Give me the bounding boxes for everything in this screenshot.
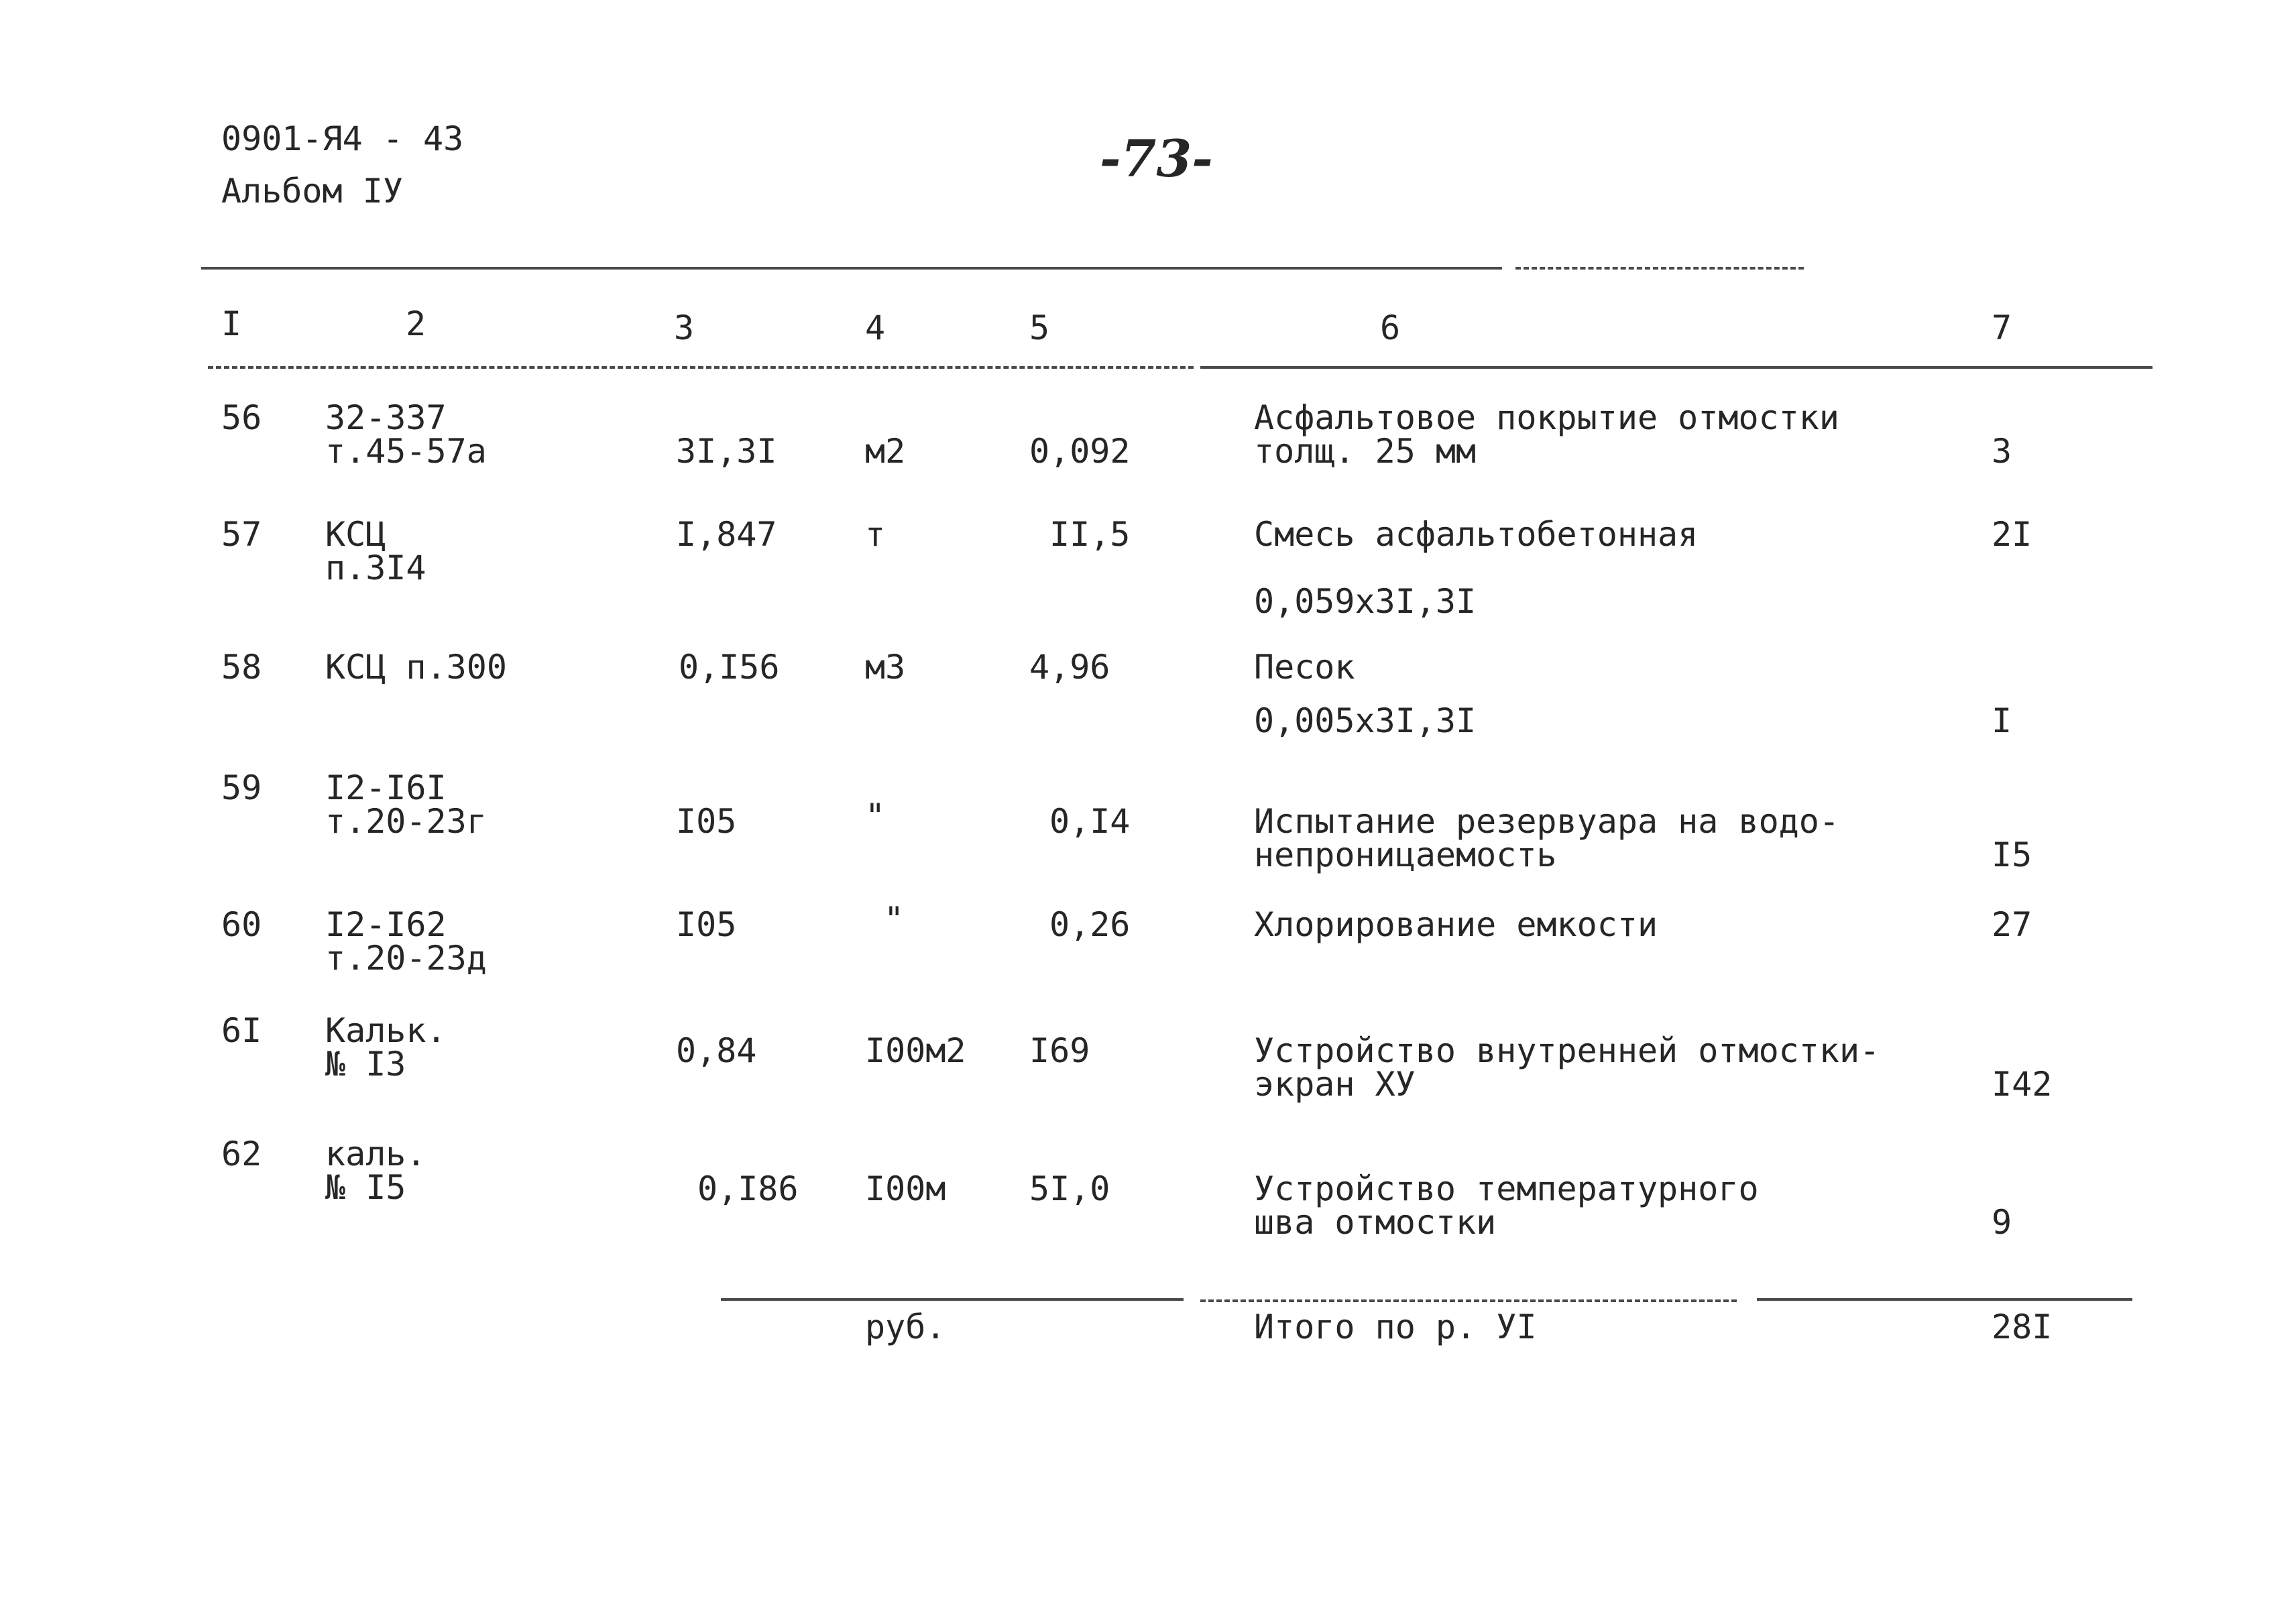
row-description-line2: шва отмостки — [1254, 1203, 1497, 1242]
row-total: 3 — [1992, 432, 2012, 471]
row-price: II,5 — [1049, 515, 1131, 554]
row-code-line1: I2-I6I — [325, 768, 447, 807]
column-header-6: 6 — [1380, 308, 1401, 347]
column-header-5: 5 — [1029, 308, 1050, 347]
row-number: 57 — [221, 515, 262, 554]
row-code-line1: Кальк. — [325, 1011, 447, 1050]
row-unit: " — [865, 797, 886, 835]
row-code-line2: т.45-57а — [325, 432, 487, 471]
row-price: 4,96 — [1029, 648, 1110, 687]
row-unit: I00м2 — [865, 1031, 966, 1070]
row-code-line2: т.20-23г — [325, 802, 487, 841]
row-description-line1: Смесь асфальтобетонная — [1254, 515, 1699, 554]
row-number: 56 — [221, 398, 262, 437]
header-rule-top-tail — [1515, 267, 1804, 270]
row-number: 6I — [221, 1011, 262, 1050]
column-header-4: 4 — [865, 308, 886, 347]
summary-unit: руб. — [865, 1308, 946, 1346]
column-header-rule-right — [1200, 366, 2152, 369]
row-total: 2I — [1992, 515, 2032, 554]
row-code-line1: КСЦ — [325, 515, 386, 554]
row-quantity: 3I,3I — [676, 432, 777, 471]
row-price: 0,26 — [1049, 905, 1131, 944]
column-header-2: 2 — [406, 304, 426, 343]
row-price: I69 — [1029, 1031, 1090, 1070]
row-price: 0,I4 — [1049, 802, 1131, 841]
summary-rule-middle — [1200, 1299, 1737, 1302]
row-number: 60 — [221, 905, 262, 944]
row-quantity: 0,I56 — [679, 648, 780, 687]
row-total: 9 — [1992, 1203, 2012, 1242]
row-description-line1: Устройство температурного — [1254, 1169, 1759, 1208]
header-rule-top — [201, 267, 1502, 270]
row-price: 5I,0 — [1029, 1169, 1110, 1208]
row-total: I42 — [1992, 1065, 2053, 1104]
row-code-line2: п.3I4 — [325, 548, 426, 587]
row-price: 0,092 — [1029, 432, 1131, 471]
row-quantity: I05 — [676, 905, 737, 944]
row-unit: м2 — [865, 432, 906, 471]
row-description-line1: Асфальтовое покрытие отмостки — [1254, 398, 1839, 437]
row-unit: т — [865, 515, 886, 554]
row-description-line2: непроницаемость — [1254, 835, 1557, 874]
row-description-line2: 0,005х3I,3I — [1254, 701, 1477, 740]
row-total: 27 — [1992, 905, 2032, 944]
row-code-line1: КСЦ п.300 — [325, 648, 507, 687]
column-header-rule-left — [208, 366, 1194, 369]
row-quantity: I,847 — [676, 515, 777, 554]
row-description-line1: Песок — [1254, 648, 1355, 687]
row-code-line2: т.20-23д — [325, 939, 487, 978]
column-header-7: 7 — [1992, 308, 2012, 347]
row-description-line2: толщ. 25 мм — [1254, 432, 1477, 471]
row-total: I5 — [1992, 835, 2032, 874]
row-code-line1: 32-337 — [325, 398, 447, 437]
column-header-1: I — [221, 304, 242, 343]
album-label: Альбом IУ — [221, 172, 403, 211]
row-unit: I00м — [865, 1169, 946, 1208]
row-description-line2: 0,059х3I,3I — [1254, 582, 1477, 621]
row-code-line1: каль. — [325, 1135, 426, 1173]
row-quantity: 0,84 — [676, 1031, 757, 1070]
row-description-line1: Устройство внутренней отмостки- — [1254, 1031, 1880, 1070]
summary-rule-left — [721, 1298, 1184, 1301]
row-unit: " — [884, 900, 905, 939]
row-description-line1: Испытание резервуара на водо- — [1254, 802, 1839, 841]
summary-label: Итого по р. УI — [1254, 1308, 1537, 1346]
row-number: 58 — [221, 648, 262, 687]
row-code-line1: I2-I62 — [325, 905, 447, 944]
page-number: -73- — [1100, 129, 1213, 188]
row-description-line2: экран ХУ — [1254, 1065, 1416, 1104]
summary-total: 28I — [1992, 1308, 2053, 1346]
row-description-line1: Хлорирование емкости — [1254, 905, 1658, 944]
column-header-3: 3 — [674, 308, 695, 347]
row-total: I — [1992, 701, 2012, 740]
document-code: 0901-Я4 - 43 — [221, 119, 464, 158]
row-number: 59 — [221, 768, 262, 807]
row-code-line2: № I3 — [325, 1045, 406, 1084]
row-number: 62 — [221, 1135, 262, 1173]
summary-rule-right — [1757, 1298, 2132, 1301]
row-unit: м3 — [865, 648, 906, 687]
row-quantity: I05 — [676, 802, 737, 841]
row-code-line2: № I5 — [325, 1168, 406, 1207]
row-quantity: 0,I86 — [697, 1169, 799, 1208]
